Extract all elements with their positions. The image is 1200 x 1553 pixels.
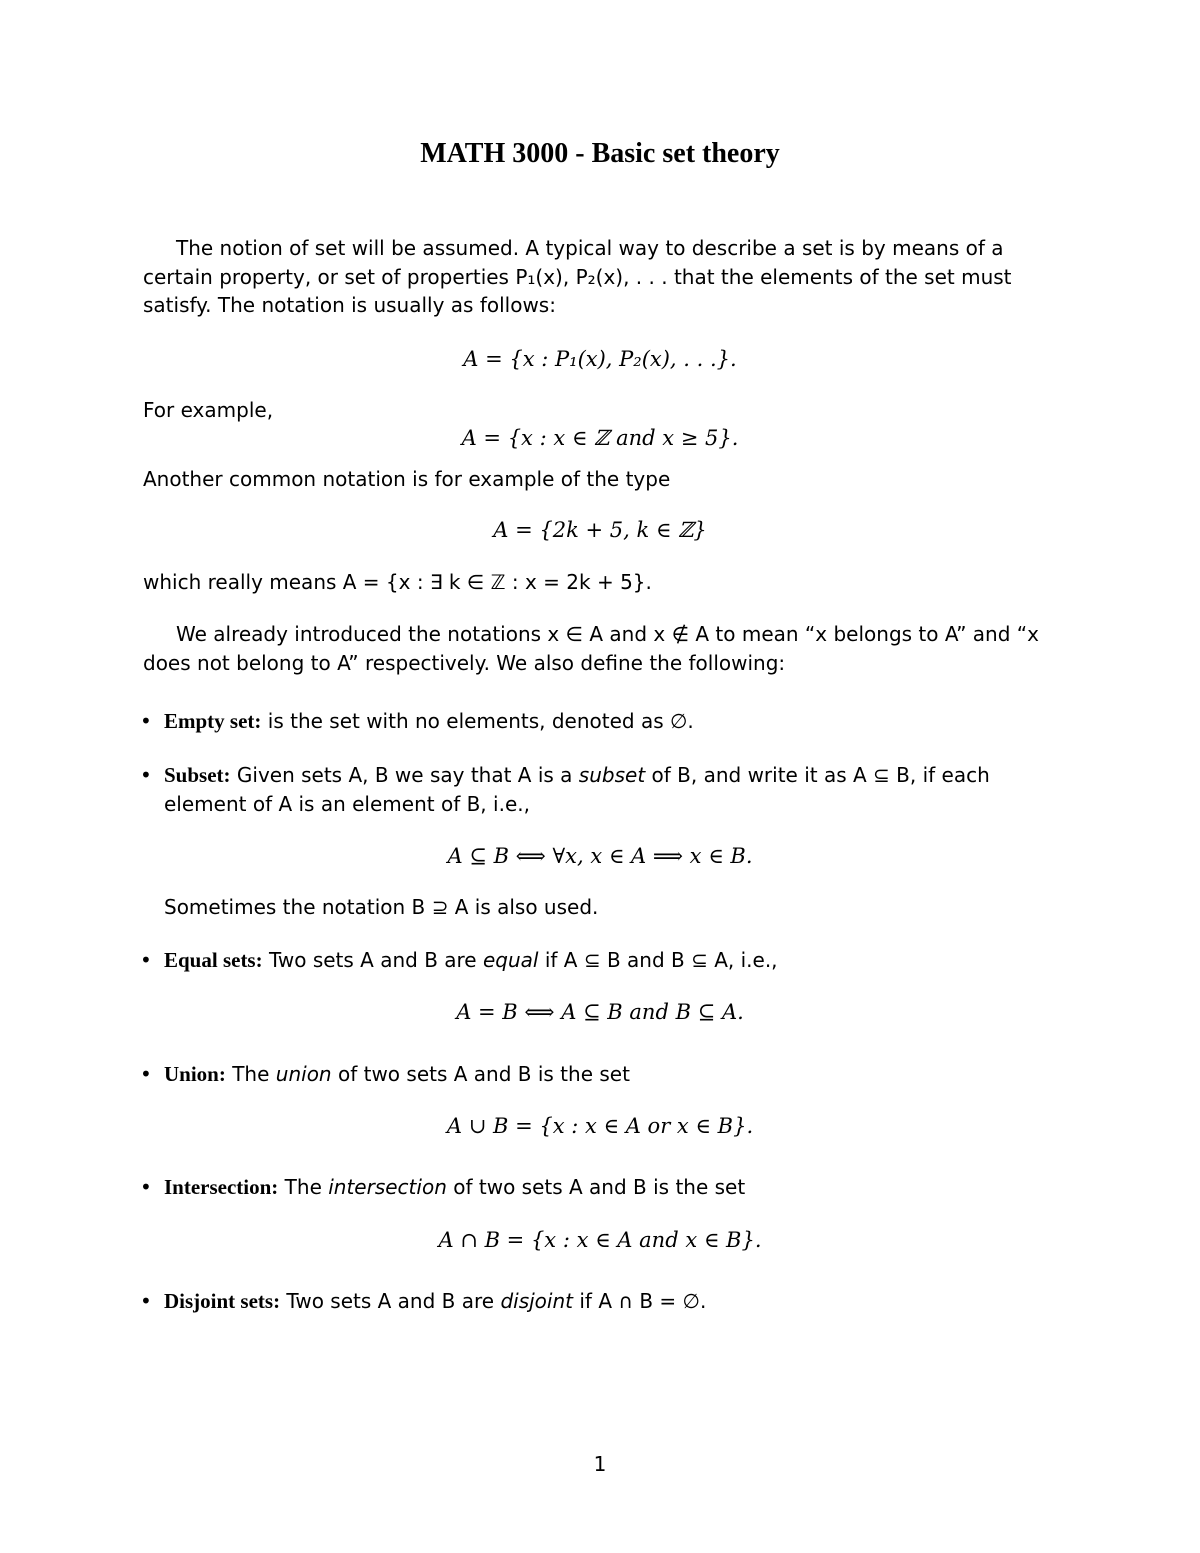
bullet: •: [140, 763, 152, 787]
bullet: •: [140, 948, 152, 972]
disjoint-text-a: Two sets A and B are: [280, 1289, 501, 1313]
page-title: MATH 3000 - Basic set theory: [420, 138, 780, 169]
equal-text-b: if A ⊆ B and B ⊆ A, i.e.,: [538, 948, 778, 972]
definition-subset: [140, 761, 1060, 818]
intersection-text-b: of two sets A and B is the set: [446, 1175, 746, 1199]
definition-union: [140, 1060, 1060, 1089]
disjoint-text-b: if A ∩ B = ∅.: [573, 1289, 707, 1313]
subset-text-a: Given sets A, B we say that A is a: [230, 763, 579, 787]
term-intersection: Intersection:: [164, 1175, 279, 1199]
bullet: •: [140, 1175, 152, 1199]
subset-text-b: of B, and write it as A ⊆ B, if each element of A is an element of B, i.e.,: [164, 763, 990, 816]
equation-equal-sets: A = B ⟺ A ⊆ B and B ⊆ A.: [456, 1000, 744, 1024]
definition-equal-sets: [140, 946, 1060, 975]
subset-note: Sometimes the notation B ⊇ A is also used.: [164, 895, 599, 919]
bullet: •: [140, 1062, 152, 1086]
term-disjoint-sets: Disjoint sets:: [164, 1289, 281, 1313]
term-empty-set: Empty set:: [164, 709, 262, 733]
term-equal-sets: Equal sets:: [164, 948, 263, 972]
equation-example: A = {x : x ∈ ℤ and x ≥ 5}.: [461, 426, 739, 450]
term-union: Union:: [164, 1062, 226, 1086]
intersection-text-a: The: [278, 1175, 329, 1199]
definition-empty-set: [140, 707, 1060, 736]
subset-emphasis: subset: [578, 763, 646, 787]
empty-set-text: is the set with no elements, denoted as ∅.: [261, 709, 694, 733]
union-text-b: of two sets A and B is the set: [331, 1062, 630, 1086]
bullet: •: [140, 1289, 152, 1313]
equal-text-a: Two sets A and B are: [262, 948, 483, 972]
equation-set-builder: A = {x : P₁(x), P₂(x), . . .}.: [463, 347, 737, 371]
disjoint-emphasis: disjoint: [500, 1289, 573, 1313]
intro-paragraph: The notion of set will be assumed. A typical way to describe a set is by means of a certain property, or set of properties P₁(x), P₂(x), . . . that the elements of the set must satisfy. The notation is usually as follows:: [143, 236, 1012, 317]
definition-disjoint-sets: [140, 1287, 1060, 1316]
which-means-text: which really means A = {x : ∃ k ∈ ℤ : x = 2k + 5}.: [143, 570, 652, 594]
definition-intersection: [140, 1173, 1060, 1202]
another-notation-text: Another common notation is for example of the type: [143, 467, 671, 491]
bullet: •: [140, 709, 152, 733]
union-emphasis: union: [275, 1062, 332, 1086]
term-subset: Subset:: [164, 763, 231, 787]
for-example-text: For example,: [143, 398, 274, 422]
equal-emphasis: equal: [482, 948, 539, 972]
equation-subset: A ⊆ B ⟺ ∀x, x ∈ A ⟹ x ∈ B.: [447, 844, 753, 868]
equation-union: A ∪ B = {x : x ∈ A or x ∈ B}.: [446, 1114, 754, 1138]
equation-intersection: A ∩ B = {x : x ∈ A and x ∈ B}.: [438, 1228, 762, 1252]
union-text-a: The: [225, 1062, 276, 1086]
intersection-emphasis: intersection: [328, 1175, 447, 1199]
equation-parametric: A = {2k + 5, k ∈ ℤ}: [493, 518, 707, 542]
page-number: 1: [593, 1452, 607, 1476]
notation-paragraph: We already introduced the notations x ∈ A and x ∉ A to mean “x belongs to A” and “x does not belong to A” respectively. We also define the following:: [143, 622, 1039, 675]
